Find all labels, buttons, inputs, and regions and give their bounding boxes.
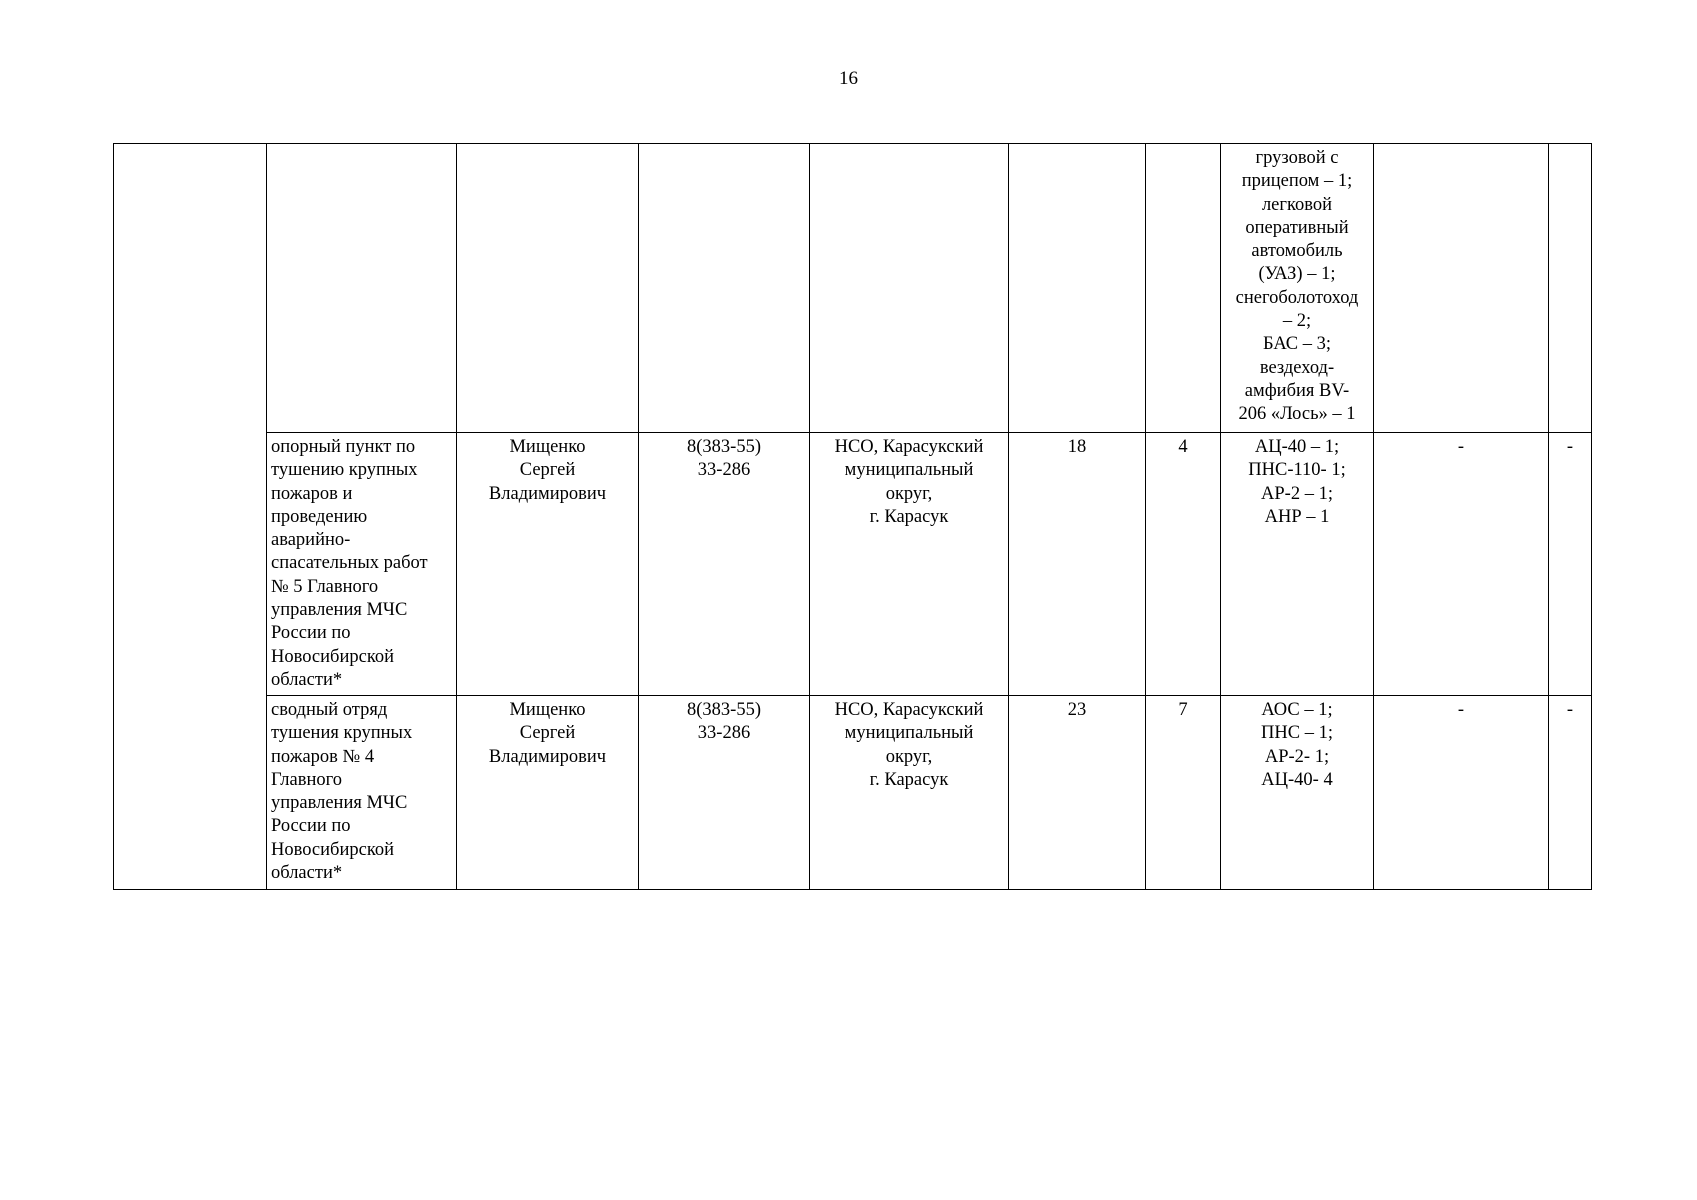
head-name-cell: Мищенко Сергей Владимирович (457, 433, 639, 696)
equipment-cell: АЦ-40 – 1; ПНС-110- 1; АР-2 – 1; АНР – 1 (1221, 433, 1374, 696)
head-name-cell: Мищенко Сергей Владимирович (457, 696, 639, 890)
table-row (114, 144, 1592, 433)
extra-cell: - (1374, 433, 1549, 696)
address-cell (810, 144, 1009, 433)
phone-cell: 8(383-55) 33-286 (639, 696, 810, 890)
equipment-cell: грузовой с прицепом – 1; легковой оперативный автомобиль (УАЗ) – 1; снегоболотоход – 2; БАС – 3; вездеход- амфибия BV- 206 «Лось» – 1 (1221, 144, 1374, 433)
address-cell: НСО, Карасукский муниципальный округ, г. Карасук (810, 433, 1009, 696)
extra-cell: - (1374, 696, 1549, 890)
table-row (114, 696, 1592, 890)
extra-cell (1374, 144, 1549, 433)
table-row (114, 433, 1592, 696)
phone-cell: 8(383-55) 33-286 (639, 433, 810, 696)
personnel-cell (1009, 144, 1146, 433)
extra-cell-narrow (1549, 144, 1592, 433)
unit-name-cell (267, 144, 457, 433)
page-number: 16 (839, 68, 858, 89)
units-count-cell (1146, 144, 1221, 433)
head-name-cell (457, 144, 639, 433)
units-count-cell: 7 (1146, 696, 1221, 890)
merged-index-cell (114, 144, 267, 890)
units-table (113, 143, 1592, 890)
units-count-cell: 4 (1146, 433, 1221, 696)
phone-cell (639, 144, 810, 433)
address-cell: НСО, Карасукский муниципальный округ, г. Карасук (810, 696, 1009, 890)
personnel-cell: 23 (1009, 696, 1146, 890)
personnel-cell: 18 (1009, 433, 1146, 696)
extra-cell-narrow: - (1549, 433, 1592, 696)
unit-name-cell: сводный отряд тушения крупных пожаров № 4 Главного управления МЧС России по Новосибирской области* (267, 696, 457, 890)
equipment-cell: АОС – 1; ПНС – 1; АР-2- 1; АЦ-40- 4 (1221, 696, 1374, 890)
unit-name-cell: опорный пункт по тушению крупных пожаров и проведению аварийно- спасательных работ № 5 Главного управления МЧС России по Новосибирской области* (267, 433, 457, 696)
extra-cell-narrow: - (1549, 696, 1592, 890)
